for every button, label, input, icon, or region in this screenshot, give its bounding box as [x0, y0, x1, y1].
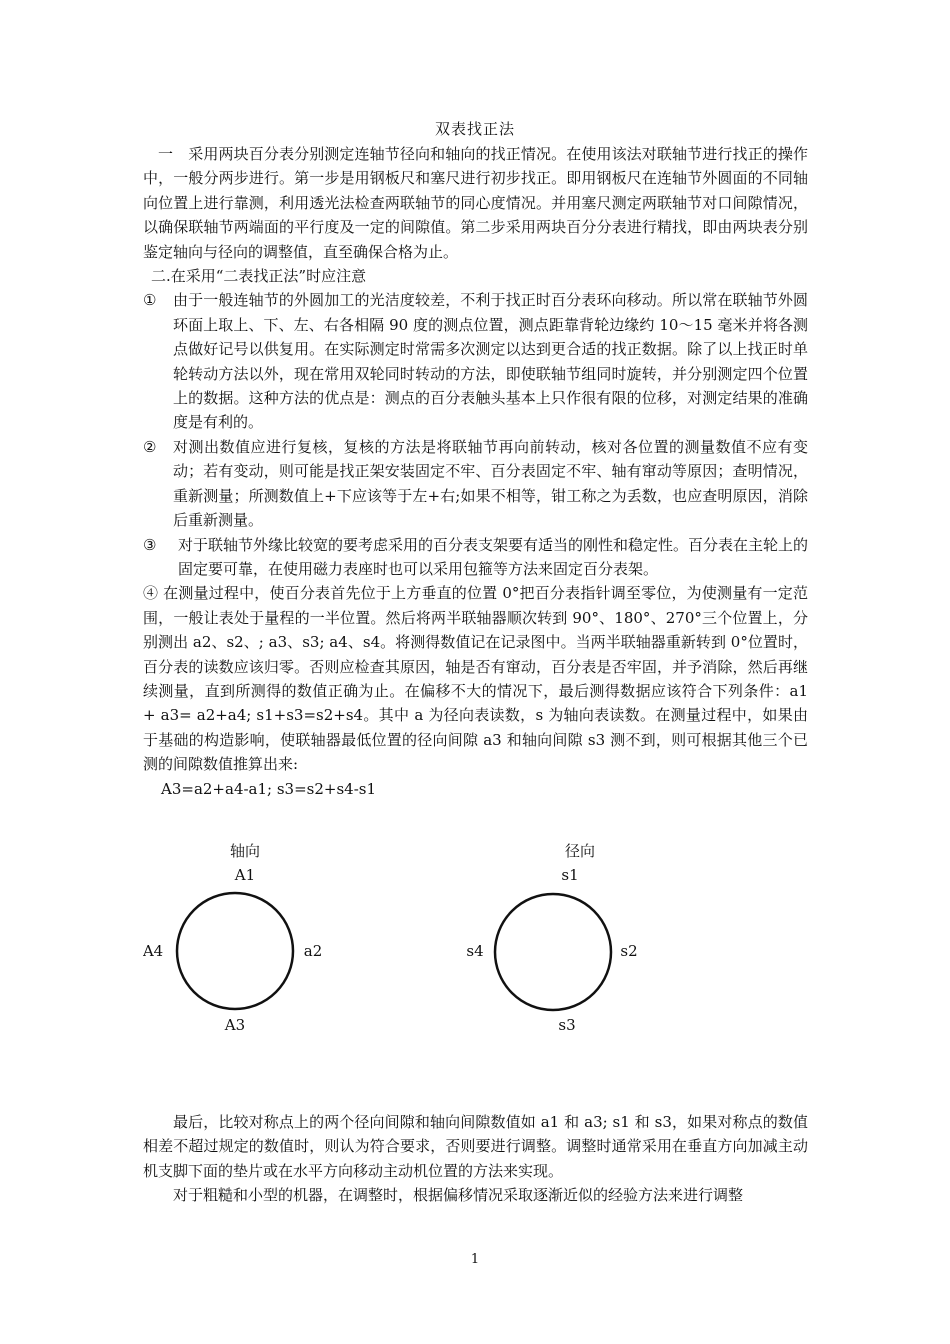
- item-4-paragraph: ④ 在测量过程中，使百分表首先位于上方垂直的位置 0°把百分表指针调至零位，为使测量有一定范围，一般让表处于量程的一半位置。然后将两半联轴器顺次转到 90°、180°、270°三个位置上，分别测出 a2、s2、; a3、s3; a4、s4。将测得数值记在记录图中。当两半联轴器重新转到 0°位置时，百分表的读数应该归零。否则应检查其原因，轴是否有窜动，百分表是否牢固，并予消除，然后再继续测量，直到所测得的数值正确为止。在偏移不大的情况下，最后测得数据应该符合下列条件：a1 + a3= a2+a4; s1+s3=s2+s4。其中 a 为径向表读数，s 为轴向表读数。在测量过程中，如果由于基础的构造影响，使联轴器最低位置的径向间隙 a3 和轴向间隙 s3 测不到，则可根据其他三个已测的间隙数值推算出来:: [143, 584, 808, 774]
- label-top: A1: [234, 866, 256, 884]
- radial-diagram: [466, 842, 637, 1034]
- main-text: [143, 142, 808, 801]
- label-left: s4: [466, 942, 484, 960]
- axial-circle: [177, 893, 293, 1009]
- list-item: [143, 435, 808, 533]
- axial-title: 轴向: [229, 842, 261, 860]
- closing-paragraph-2: 对于粗糙和小型的机器，在调整时，根据偏移情况采取逐渐近似的经验方法来进行调整: [173, 1186, 744, 1205]
- closing-text: [143, 1110, 808, 1208]
- page-number: 1: [470, 1252, 480, 1267]
- section-2-heading: 二.在采用“二表找正法”时应注意: [151, 267, 367, 286]
- item-text: 由于一般连轴节的外圆加工的光洁度较差，不利于找正时百分表环向移动。所以常在联轴节外圆环面上取上、下、左、右各相隔 90 度的测点位置，测点距靠背轮边缘约 10～15 毫米并将各测点做好记号以供复用。在实际测定时常需多次测定以达到更合适的找正数据。除了以上找正时单轮转动方法以外，现在常用双轮同时转动的方法，即使联轴节组同时旋转，并分别测定四个位置上的数据。这种方法的优点是：测点的百分表触头基本上只作很有限的位移，对测定结果的准确度是有利的。: [173, 291, 808, 432]
- document-title: 双表找正法: [434, 120, 515, 138]
- label-top: s1: [561, 866, 579, 884]
- item-text: 对测出数值应进行复核，复核的方法是将联轴节再向前转动，核对各位置的测量数值不应有变动；若有变动，则可能是找正架安装固定不牢、百分表固定不牢、轴有窜动等原因；查明情况，重新测量；所测数值上+下应该等于左+右;如果不相等，钳工称之为丢数，也应查明原因，消除后重新测量。: [173, 437, 808, 530]
- axial-diagram: [143, 842, 322, 1034]
- label-bottom: s3: [558, 1016, 576, 1034]
- section-1-paragraph: 一 采用两块百分表分别测定连轴节径向和轴向的找正情况。在使用该法对联轴节进行找正的操作中，一般分两步进行。第一步是用钢板尺和塞尺进行初步找正。即用钢板尺在连轴节外圆面的不同轴向位置上进行靠测，利用透光法检查两联轴节的同心度情况。并用塞尺测定两联轴节对口间隙情况，以确保联轴节两端面的平行度及一定的间隙值。第二步采用两块百分分表进行精找，即由两块表分别鉴定轴向与径向的调整值，直至确保合格为止。: [143, 145, 808, 261]
- item-number: ③: [143, 535, 157, 554]
- item-text: 对于联轴节外缘比较宽的要考虑采用的百分表支架要有适当的刚性和稳定性。百分表在主轮上的固定要可靠，在使用磁力表座时也可以采用包箍等方法来固定百分表架。: [178, 535, 809, 578]
- label-left: A4: [143, 942, 164, 960]
- label-right: s2: [620, 942, 638, 960]
- closing-paragraph-1: 最后，比较对称点上的两个径向间隙和轴向间隙数值如 a1 和 a3; s1 和 s3，如果对称点的数值相差不超过规定的数值时，则认为符合要求，否则要进行调整。调整时通常采用在垂直方向加减主动机支脚下面的垫片或在水平方向移动主动机位置的方法来实现。: [143, 1113, 808, 1180]
- radial-title: 径向: [564, 842, 596, 860]
- radial-circle: [495, 894, 611, 1010]
- formula: A3=a2+a4-a1; s3=s2+s4-s1: [161, 779, 377, 798]
- item-number: ①: [143, 291, 157, 310]
- list-item: [143, 533, 808, 582]
- label-right: a2: [303, 942, 323, 960]
- item-number: ②: [143, 437, 157, 456]
- label-bottom: A3: [224, 1016, 246, 1034]
- list-item: [143, 288, 808, 434]
- measurement-diagram: [143, 838, 663, 1038]
